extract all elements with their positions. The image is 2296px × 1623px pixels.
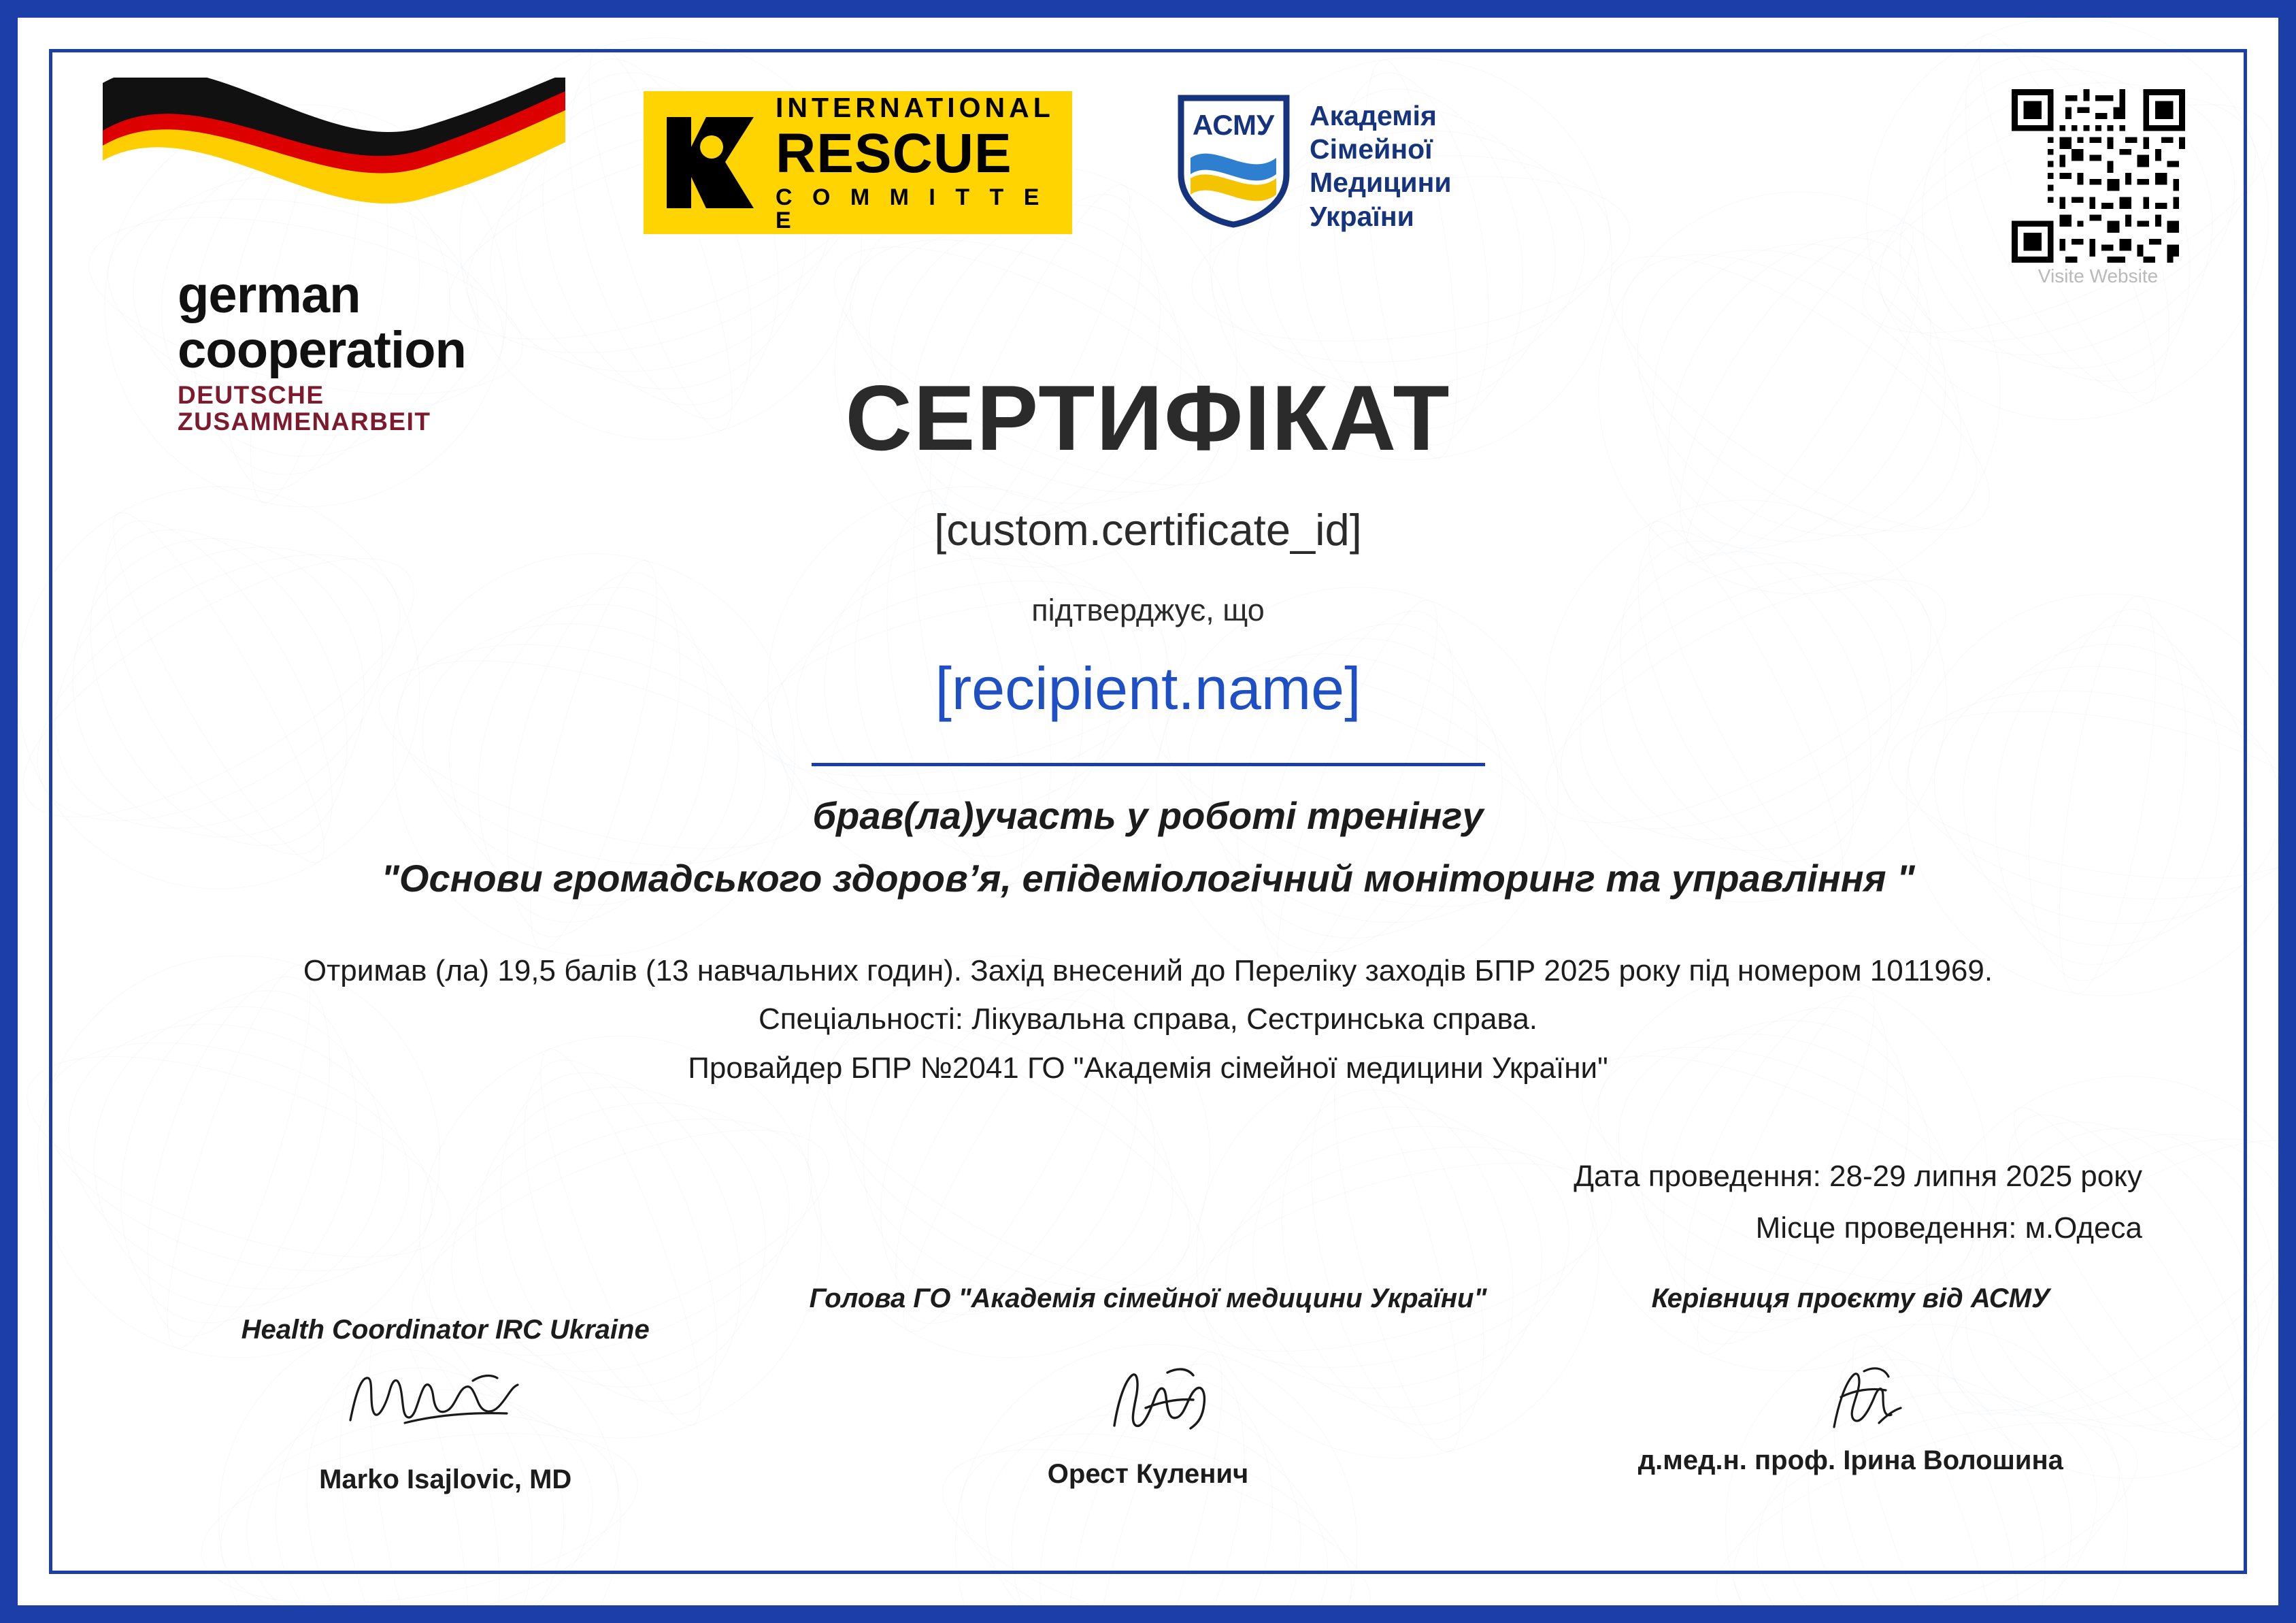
details-line-3: Провайдер БПР №2041 ГО "Академія сімейної медицини України" — [688, 1051, 1608, 1085]
signature-role-asmu-head: Голова ГО "Академія сімейної медицини України" — [809, 1283, 1487, 1313]
signature-role-project-lead: Керівниця проєкту від АСМУ — [1651, 1283, 2050, 1313]
signature-name-irc: Marko Isajlovic, MD — [319, 1464, 572, 1494]
signature-role-irc: Health Coordinator IRC Ukraine — [241, 1315, 650, 1345]
asmu-line-1: Академія — [1310, 100, 1437, 131]
german-logo-line-1: german — [178, 266, 361, 324]
recipient-name: [recipient.name] — [935, 655, 1361, 722]
asmu-line-3: Медицини — [1310, 167, 1452, 199]
handwritten-signature-icon — [303, 1358, 588, 1439]
german-logo-line-3: DEUTSCHE ZUSAMMENARBEIT — [178, 381, 431, 436]
event-place: Місце проведення: м.Одеса — [1755, 1211, 2142, 1245]
irc-logo — [644, 91, 1072, 234]
german-flag-ribbon-icon — [96, 78, 572, 255]
participation-line: брав(ла)участь у роботі тренінгу — [812, 794, 1484, 837]
german-cooperation-logo — [82, 71, 579, 436]
irc-logo-line-3: C O M M I T T E E — [776, 184, 1046, 233]
details-line-2: Спеціальності: Лікувальна справа, Сестринська справа. — [758, 1002, 1538, 1036]
signature-row — [99, 1280, 2197, 1497]
irc-mark-icon — [659, 112, 761, 214]
details-line-1: Отримав (ла) 19,5 балів (13 навчальних годин). Захід внесений до Переліку заходів БПР 2025 року під номером 1011969. — [303, 954, 1993, 987]
asmu-line-2: Сімейної — [1310, 133, 1433, 165]
recipient-underline — [812, 763, 1485, 766]
confirms-text: підтверджує, що — [1031, 593, 1265, 627]
handwritten-signature-icon — [1708, 1358, 1993, 1439]
details-block — [18, 947, 2278, 1092]
signature-block-irc — [99, 1280, 791, 1497]
handwritten-signature-icon — [1005, 1358, 1291, 1439]
irc-logo-line-2: RESCUE — [776, 122, 1012, 184]
certificate-id: [custom.certificate_id] — [934, 505, 1362, 555]
asmu-logo — [1174, 93, 1610, 242]
qr-code-icon[interactable] — [2012, 89, 2185, 263]
course-title: "Основи громадського здоров’я, епідеміологічний моніторинг та управління " — [381, 857, 1915, 900]
event-meta-block — [1574, 1151, 2142, 1253]
page-title: СЕРТИФІКАТ — [845, 366, 1451, 470]
signature-name-asmu-head: Орест Куленич — [1047, 1459, 1249, 1489]
german-logo-line-2: cooperation — [178, 321, 466, 379]
signature-block-asmu-head — [802, 1280, 1494, 1497]
qr-code-block[interactable] — [2006, 89, 2190, 287]
asmu-shield-icon — [1174, 93, 1293, 229]
signature-block-project-lead — [1505, 1280, 2197, 1497]
event-date: Дата проведення: 28-29 липня 2025 року — [1574, 1160, 2142, 1193]
irc-logo-line-1: INTERNATIONAL — [776, 91, 1054, 123]
qr-caption: Visite Website — [2037, 265, 2159, 286]
signature-name-project-lead: д.мед.н. проф. Ірина Волошина — [1637, 1445, 2063, 1475]
svg-text:АСМУ: АСМУ — [1192, 109, 1275, 141]
asmu-line-4: України — [1310, 200, 1414, 232]
